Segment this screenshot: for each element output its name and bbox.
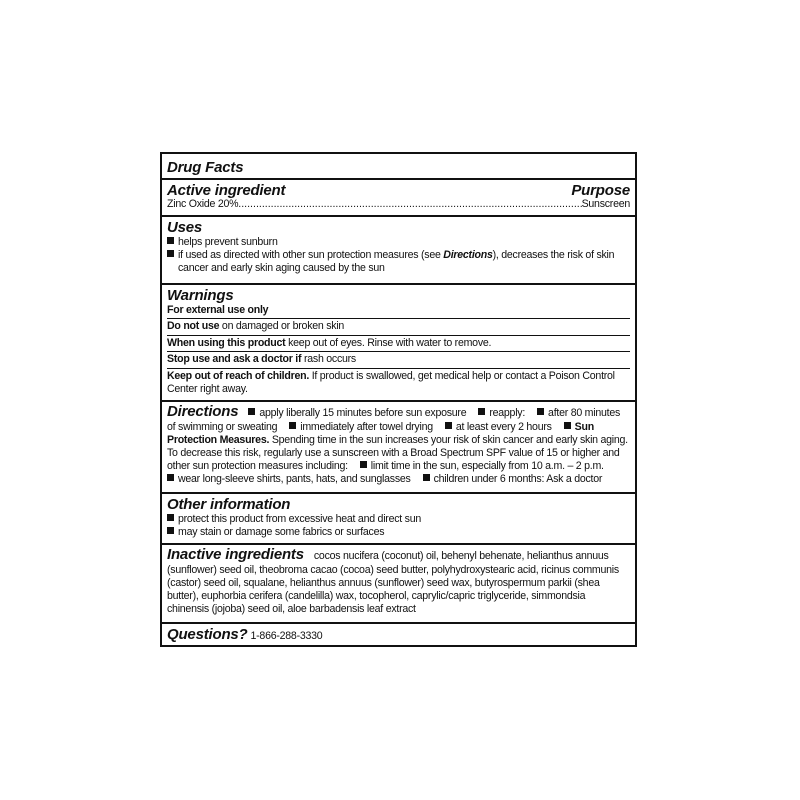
uses-section xyxy=(167,219,630,275)
divider xyxy=(167,351,630,352)
directions-item: children under 6 months: Ask a doctor xyxy=(433,473,603,485)
directions-section xyxy=(167,404,630,486)
do-not-use-warning xyxy=(167,320,630,333)
drug-facts-panel xyxy=(160,152,637,647)
inactive-ingredients-text: chinensis (jojoba) seed oil, aloe barbadensis leaf extract xyxy=(167,603,416,615)
purpose-heading: Purpose xyxy=(571,182,630,199)
bullet-icon xyxy=(167,237,174,244)
directions-item: To decrease this risk, regularly use a sunscreen with a Broad Spectrum SPF value of 15 or higher and xyxy=(167,447,620,459)
external-use-notice: For external use only xyxy=(167,304,269,316)
uses-item: helps prevent sunburn xyxy=(178,236,278,248)
bullet-icon xyxy=(167,514,174,521)
warning-text: If product is swallowed, get medical help or contact a Poison Control xyxy=(309,370,615,382)
inactive-ingredients-heading: Inactive ingredients xyxy=(167,546,304,563)
inactive-ingredients-text: butter), euphorbia cerifera (candelilla) wax, tocopherol, caprylic/capric triglyceride, simmondsia xyxy=(167,590,586,602)
directions-item: Spending time in the sun increases your risk of skin cancer and early skin aging. xyxy=(269,434,628,446)
directions-reference: Directions xyxy=(443,249,493,261)
divider xyxy=(167,335,630,336)
other-information-heading: Other information xyxy=(167,496,291,513)
bullet-icon xyxy=(478,408,485,415)
divider xyxy=(162,215,635,217)
active-ingredient-purpose: Sunscreen xyxy=(581,198,630,210)
directions-item: wear long-sleeve shirts, pants, hats, and sunglasses xyxy=(178,473,411,485)
warning-text: on damaged or broken skin xyxy=(219,320,345,332)
warning-label: When using this product xyxy=(167,337,286,349)
divider xyxy=(167,368,630,369)
directions-heading: Directions xyxy=(167,403,239,420)
active-ingredient-heading: Active ingredient xyxy=(167,182,286,199)
divider xyxy=(162,283,635,285)
uses-heading: Uses xyxy=(167,219,203,236)
bullet-icon xyxy=(167,474,174,481)
directions-item: other sun protection measures including: xyxy=(167,460,348,472)
directions-item: of swimming or sweating xyxy=(167,421,278,433)
uses-item: cancer and early skin aging caused by the sun xyxy=(178,262,385,274)
divider xyxy=(162,400,635,402)
sun-protection-label: Sun xyxy=(574,421,594,433)
directions-item: apply liberally 15 minutes before sun exposure xyxy=(259,407,467,419)
bullet-icon xyxy=(423,474,430,481)
warning-label: Do not use xyxy=(167,320,220,332)
uses-item: if used as directed with other sun protection measures (see xyxy=(178,249,444,261)
warnings-section xyxy=(167,287,630,317)
divider xyxy=(162,543,635,545)
warning-label: Keep out of reach of children. xyxy=(167,370,310,382)
divider xyxy=(162,622,635,624)
active-ingredient-name: Zinc Oxide 20% xyxy=(167,198,239,210)
divider xyxy=(167,318,630,319)
bullet-icon xyxy=(445,422,452,429)
other-information-item: protect this product from excessive heat and direct sun xyxy=(178,513,421,525)
phone-number: 1-866-288-3330 xyxy=(250,630,323,642)
inactive-ingredients-text: cocos nucifera (coconut) oil, behenyl behenate, helianthus annuus xyxy=(313,550,609,562)
warning-text: rash occurs xyxy=(301,353,356,365)
directions-item: reapply: xyxy=(489,407,526,419)
warnings-heading: Warnings xyxy=(167,287,234,304)
questions-heading: Questions? xyxy=(167,626,248,643)
bullet-icon xyxy=(167,527,174,534)
directions-item: after 80 minutes xyxy=(548,407,621,419)
bullet-icon xyxy=(537,408,544,415)
directions-item: at least every 2 hours xyxy=(455,421,552,433)
questions-section xyxy=(167,626,630,645)
keep-out-of-reach-warning xyxy=(167,370,630,396)
active-ingredient-section xyxy=(167,182,630,211)
inactive-ingredients-section xyxy=(167,547,630,616)
warning-label: Stop use and ask a doctor if xyxy=(167,353,302,365)
bullet-icon xyxy=(360,461,367,468)
sun-protection-label: Protection Measures. xyxy=(167,434,270,446)
uses-item: ), decreases the risk of skin xyxy=(492,249,615,261)
inactive-ingredients-text: (castor) seed oil, squalane, helianthus annuus (sunflower) seed wax, butyrospermum parkii (shea xyxy=(167,577,600,589)
bullet-icon xyxy=(564,422,571,429)
stop-use-warning xyxy=(167,353,630,366)
divider xyxy=(162,492,635,494)
other-information-item: may stain or damage some fabrics or surfaces xyxy=(178,526,385,538)
when-using-warning xyxy=(167,337,630,350)
bullet-icon xyxy=(289,422,296,429)
warning-text: Center right away. xyxy=(167,383,248,395)
leader-dots xyxy=(238,198,581,211)
directions-item: limit time in the sun, especially from 10 a.m. – 2 p.m. xyxy=(370,460,604,472)
divider xyxy=(162,178,635,180)
bullet-icon xyxy=(167,250,174,257)
bullet-icon xyxy=(248,408,255,415)
drug-facts-title: Drug Facts xyxy=(167,159,244,176)
other-information-section xyxy=(167,496,630,539)
inactive-ingredients-text: (sunflower) seed oil, theobroma cacao (cocoa) seed butter, polyhydroxystearic acid, ricinus communis xyxy=(167,564,619,576)
warning-text: keep out of eyes. Rinse with water to remove. xyxy=(285,337,492,349)
directions-item: immediately after towel drying xyxy=(300,421,433,433)
